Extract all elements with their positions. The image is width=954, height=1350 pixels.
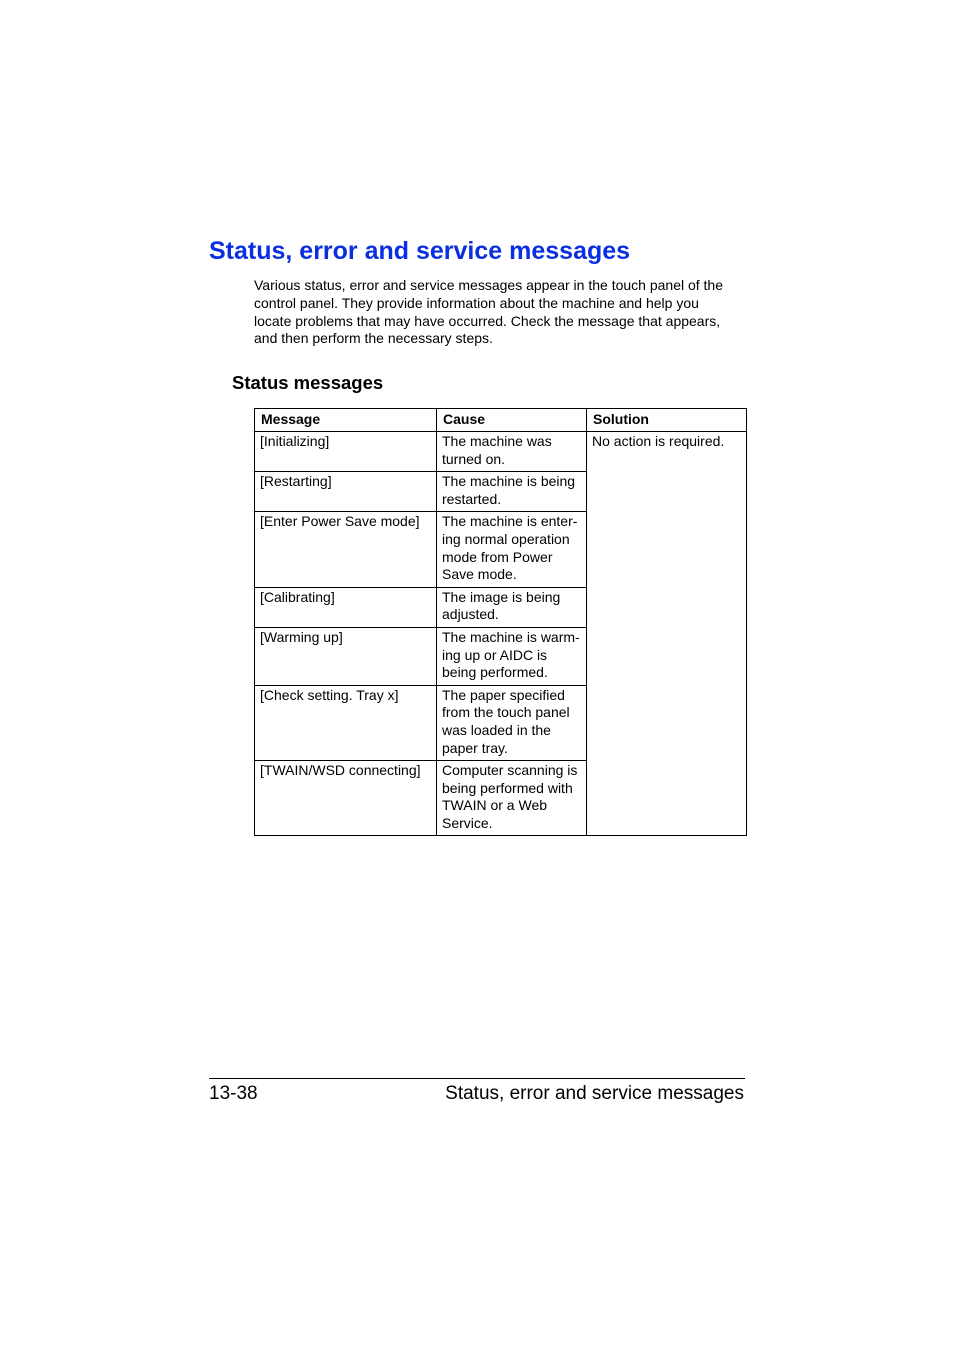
message-cell [255,685,437,760]
intro-line: locate problems that may have occurred. Check the message that appears, [254,312,721,329]
intro-line: and then perform the necessary steps. [254,330,493,347]
message-cell [255,512,437,587]
message-cell [255,761,437,836]
header-cause: Cause [437,409,587,432]
solution-text: No action is required. [592,433,725,449]
cause-cell [437,512,587,587]
message-text: [Initializing] [260,433,330,449]
message-text: [Calibrating] [260,588,335,605]
cause-text: The machine is enter- [442,513,578,530]
cause-text: adjusted. [442,606,499,623]
cause-text: The paper specified [442,686,565,703]
message-text: [Warming up] [260,628,343,645]
message-cell [255,627,437,685]
cause-cell [437,761,587,836]
cause-text: The machine was [442,433,552,449]
cause-text: Save mode. [442,566,517,583]
cause-text: The image is being [442,588,561,605]
cause-text: Service. [442,814,493,831]
header-solution: Solution [587,409,747,432]
cause-text: turned on. [442,450,506,467]
cause-text: from the touch panel [442,704,570,721]
footer-chapter-title: Status, error and service messages [445,1083,744,1104]
table-header-row [255,409,747,432]
cause-cell [437,587,587,627]
cause-text: paper tray. [442,739,508,756]
cause-text: restarted. [442,490,502,507]
message-text: [TWAIN/WSD connecting] [260,762,421,779]
cause-text: being performed with [442,779,573,796]
message-text: [Restarting] [260,473,332,490]
cause-text: ing up or AIDC is [442,646,548,663]
cause-text: ing normal operation [442,530,570,547]
message-cell [255,587,437,627]
header-message: Message [255,409,437,432]
footer-divider [209,1078,745,1079]
cause-cell [437,472,587,512]
cause-text: mode from Power [442,548,553,565]
cause-cell [437,432,587,472]
message-cell [255,432,437,472]
cause-text: being performed. [442,664,548,681]
cause-text: The machine is warm- [442,628,580,645]
cause-cell [437,685,587,760]
message-cell [255,472,437,512]
status-messages-table [254,408,747,836]
intro-line: control panel. They provide information about the machine and help you [254,294,699,311]
message-text: [Enter Power Save mode] [260,513,420,530]
section-heading: Status messages [232,372,384,393]
cause-text: Computer scanning is [442,762,578,779]
cause-text: The machine is being [442,473,576,490]
solution-cell [587,432,747,836]
table-row [255,432,747,472]
cause-text: TWAIN or a Web [442,797,548,814]
page-title: Status, error and service messages [209,237,631,265]
intro-line: Various status, error and service messages appear in the touch panel of the [254,277,724,293]
footer-page-number: 13-38 [209,1083,258,1104]
cause-cell [437,627,587,685]
message-text: [Check setting. Tray x] [260,686,399,703]
cause-text: was loaded in the [442,721,551,738]
intro-paragraph [254,277,746,348]
